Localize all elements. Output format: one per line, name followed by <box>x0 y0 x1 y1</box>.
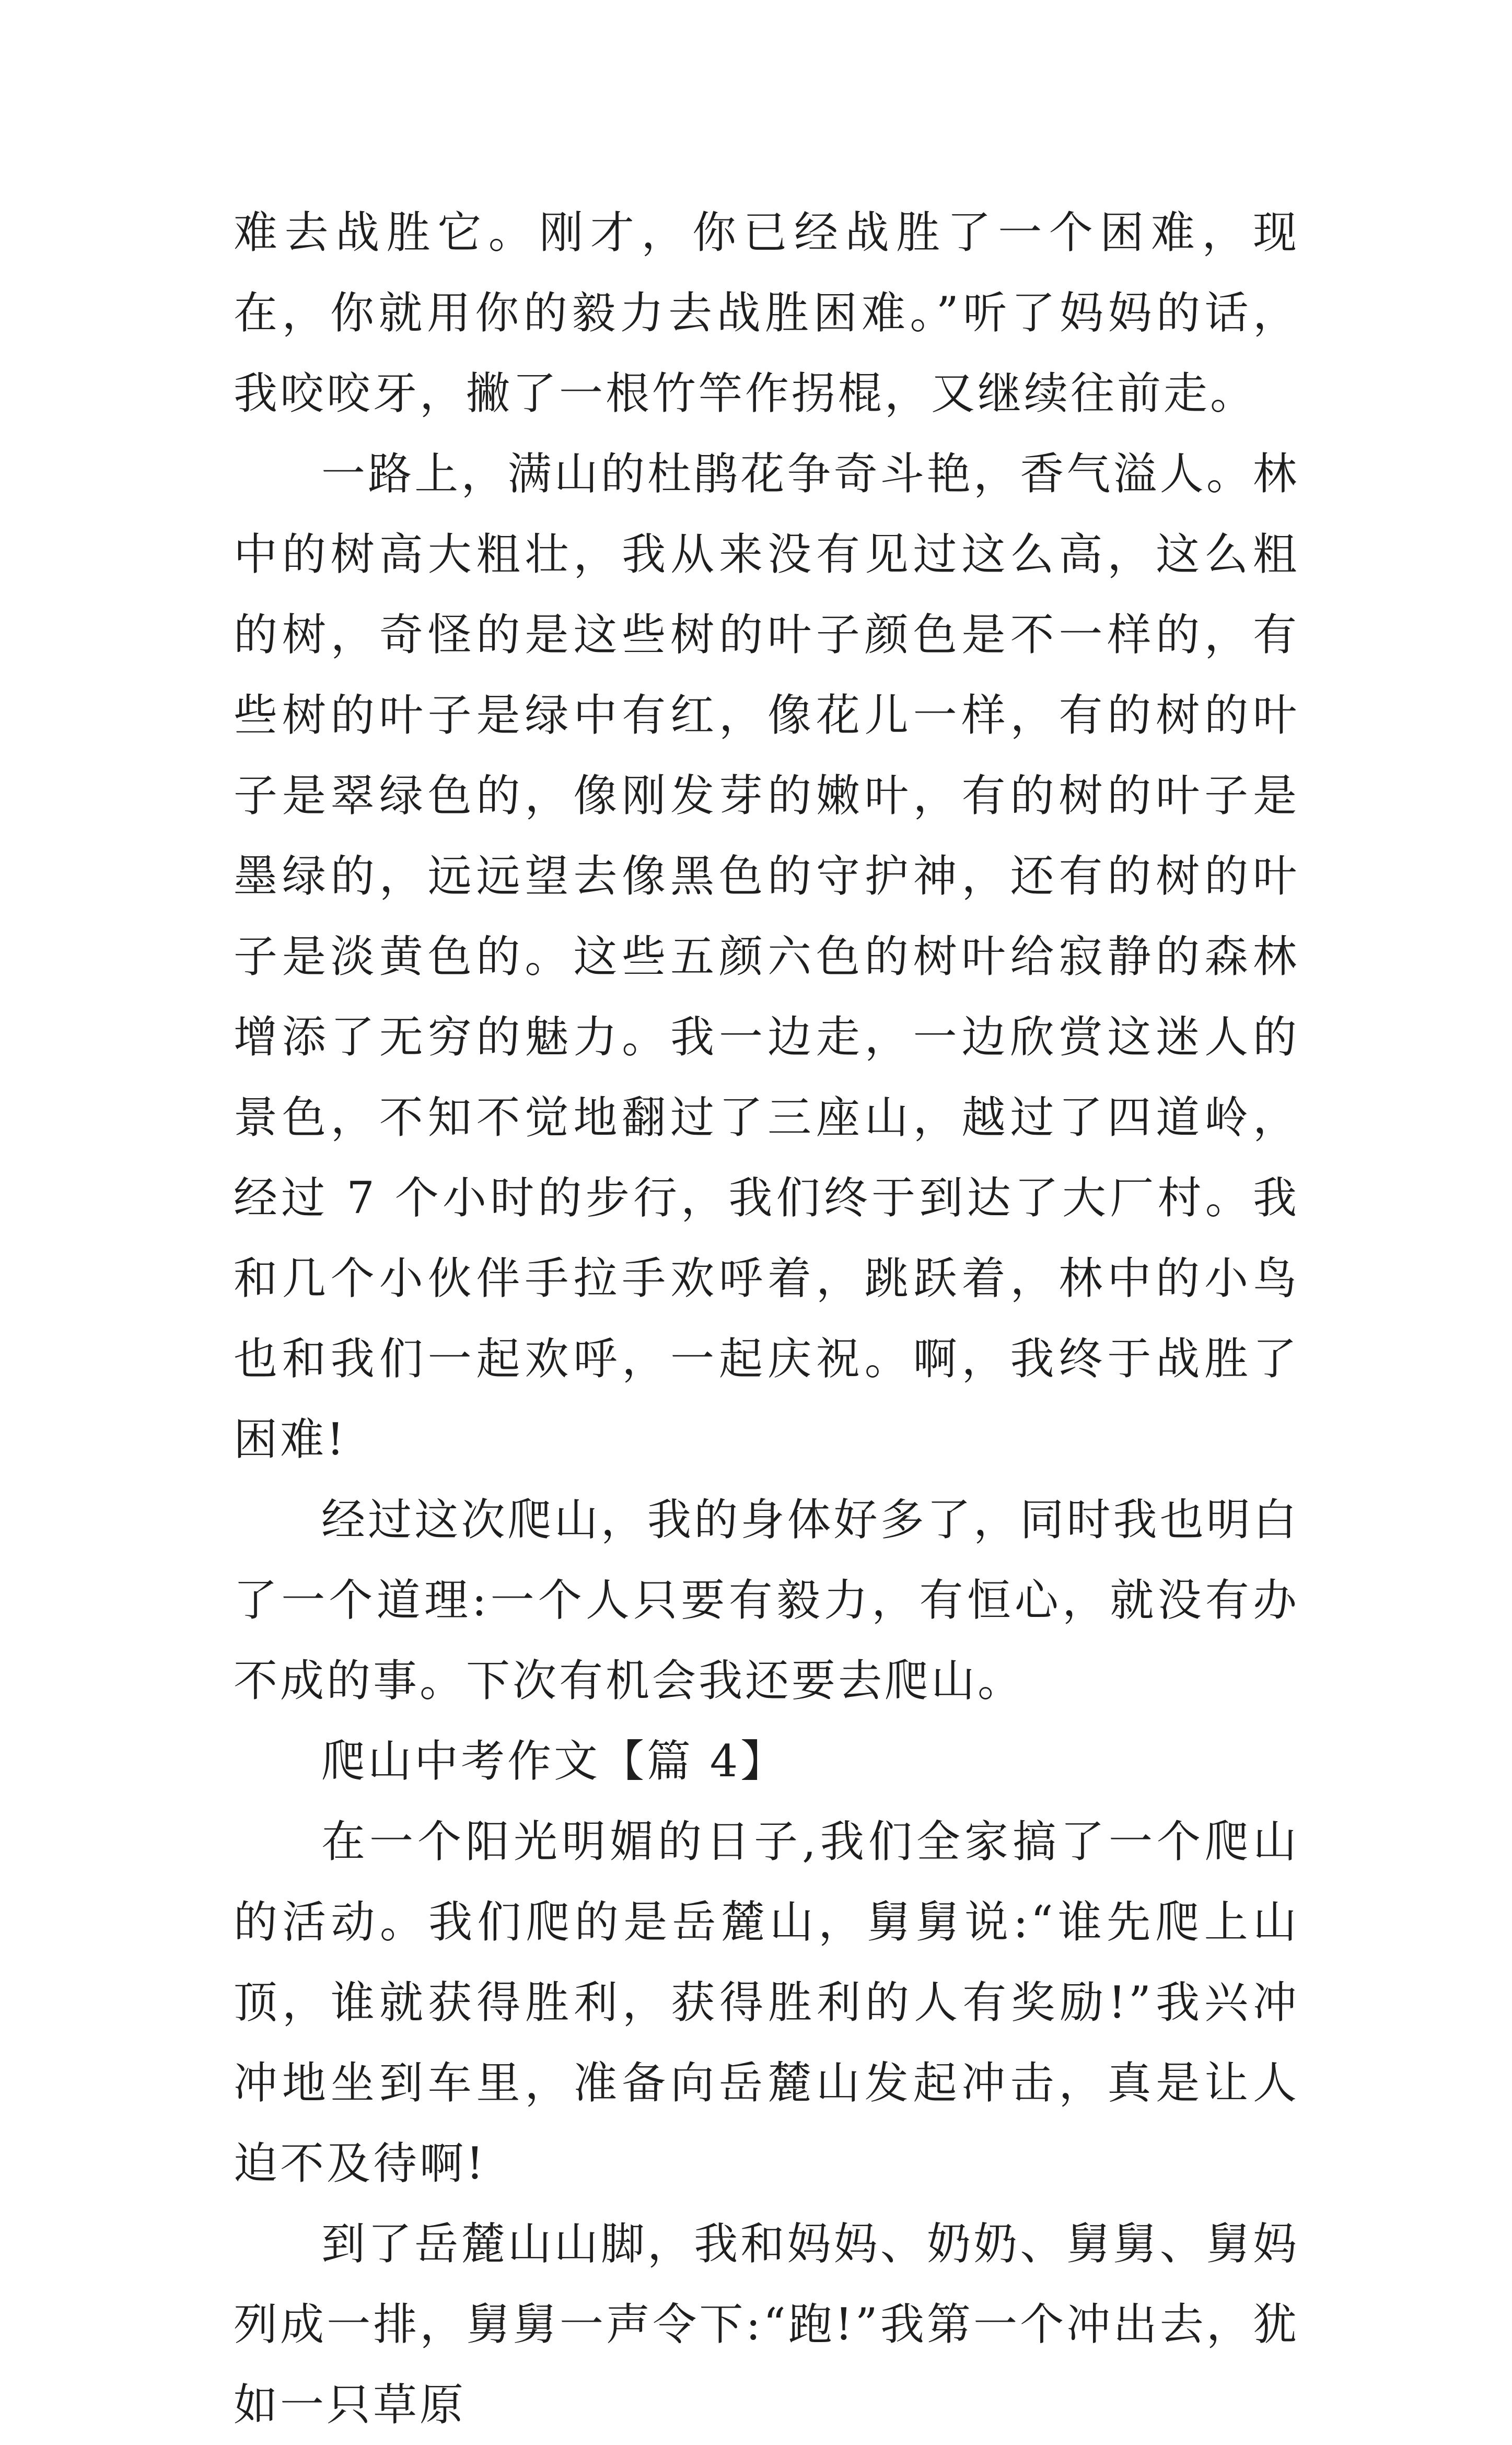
paragraph-continuation: 难去战胜它。刚才，你已经战胜了一个困难，现在，你就用你的毅力去战胜困难。”听了妈妈的话，我咬咬牙，撇了一根竹竿作拐棍，又继续往前走。 <box>234 207 1299 419</box>
paragraph-forest-walk: 一路上，满山的杜鹃花争奇斗艳，香气溢人。林中的树高大粗壮，我从来没有见过这么高，这么粗的树，奇怪的是这些树的叶子颜色是不一样的，有些树的叶子是绿中有红，像花儿一样，有的树的叶子是翠绿色的，像刚发芽的嫩叶，有的树的叶子是墨绿的，远远望去像黑色的守护神，还有的树的叶子是淡黄色的。这些五颜六色的树叶给寂静的森林增添了无穷的魅力。我一边走，一边欣赏这迷人的景色，不知不觉地翻过了三座山，越过了四道岭，经过 7 个小时的步行，我们终于到达了大厂村。我和几个小伙伴手拉手欢呼着，跳跃着，林中的小鸟也和我们一起欢呼，一起庆祝。啊，我终于战胜了困难! <box>234 448 1299 1465</box>
document-body <box>234 192 1299 2445</box>
paragraph-lesson: 经过这次爬山，我的身体好多了，同时我也明白了一个道理:一个人只要有毅力，有恒心，就没有办不成的事。下次有机会我还要去爬山。 <box>234 1494 1299 1706</box>
paragraph-family-hike: 在一个阳光明媚的日子,我们全家搞了一个爬山的活动。我们爬的是岳麓山，舅舅说:“谁先爬上山顶，谁就获得胜利，获得胜利的人有奖励!”我兴冲冲地坐到车里，准备向岳麓山发起冲击，真是让人迫不及待啊! <box>234 1816 1299 2189</box>
paragraph-race-start: 到了岳麓山山脚，我和妈妈、奶奶、舅舅、舅妈列成一排，舅舅一声令下:“跑!”我第一个冲出去，犹如一只草原 <box>234 2218 1299 2430</box>
section-heading: 爬山中考作文【篇 4】 <box>321 1736 787 1787</box>
